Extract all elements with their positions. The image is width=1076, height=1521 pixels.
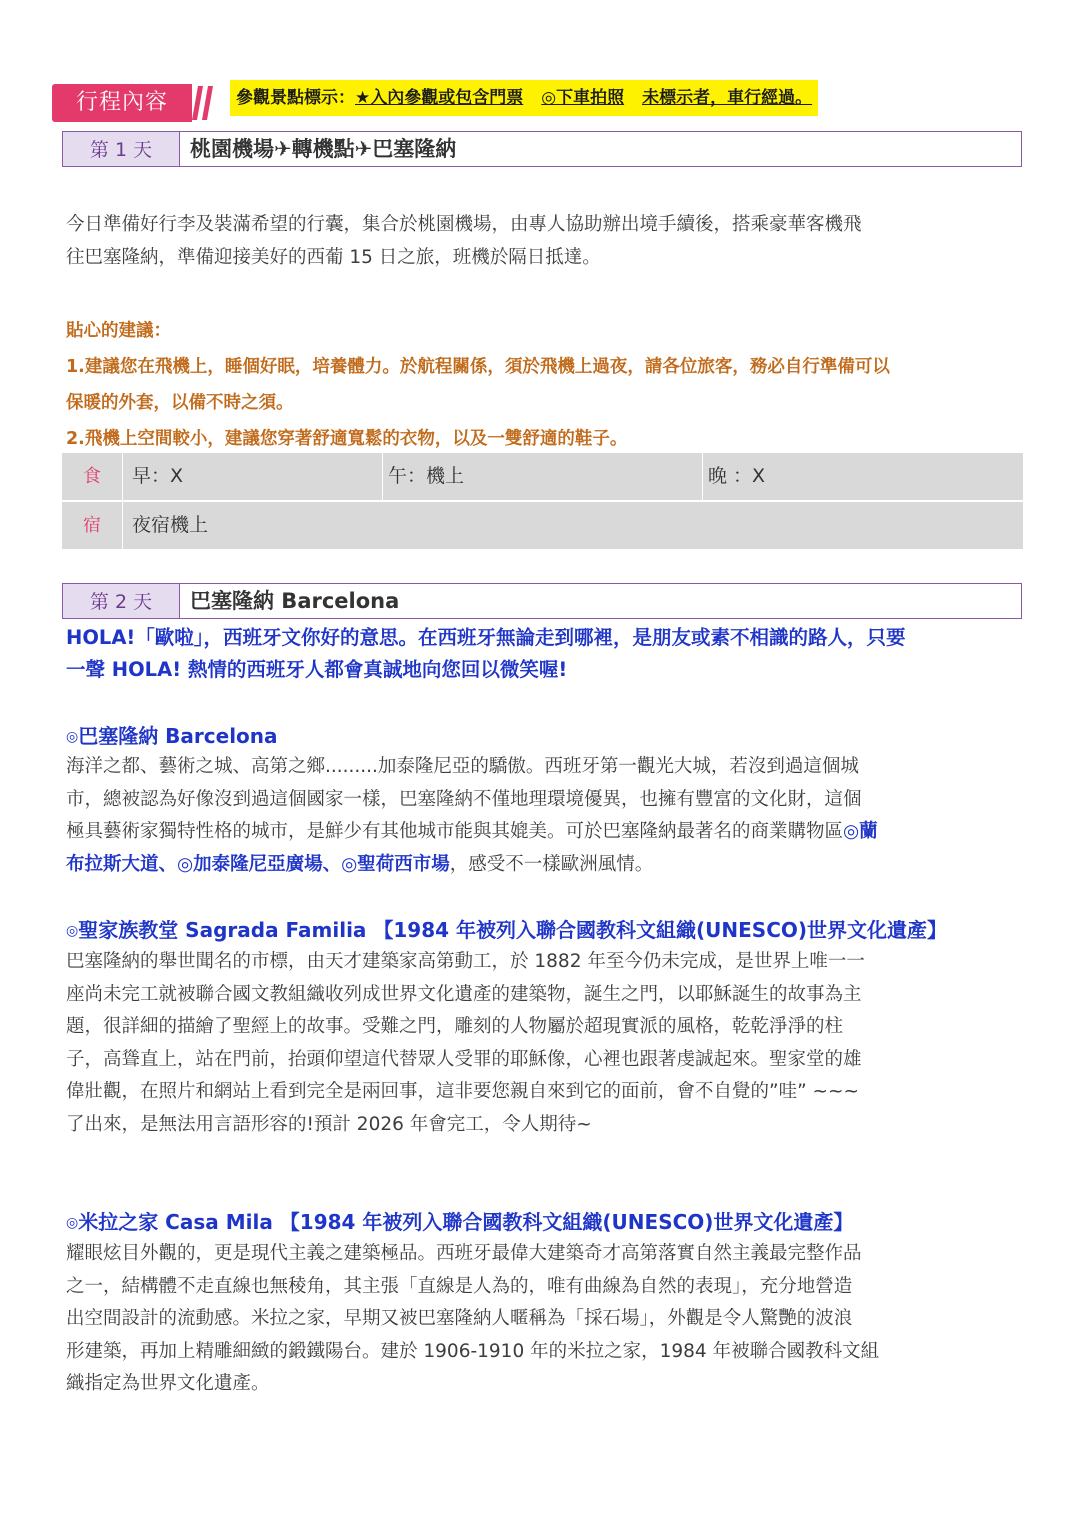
spot-link: 布拉斯大道、◎加泰隆尼亞廣場、◎聖荷西市場 (66, 853, 450, 875)
legend-pass: 未標示者，車行經過。 (642, 88, 813, 108)
spot-title-casa-mila: ◎米拉之家 Casa Mila 【1984 年被列入聯合國教科文組織(UNESCO)世界文化遺產】 (66, 1210, 854, 1234)
paragraph-line: 海洋之都、藝術之城、高第之鄉.........加泰隆尼亞的驕傲。西班牙第一觀光大城，若沒到過這個城 (66, 756, 859, 777)
day1-label: 第 1 天 (63, 132, 180, 166)
day2-label: 第 2 天 (63, 584, 180, 618)
paragraph-line: 了出來，是無法用言語形容的!預計 2026 年會完工，令人期待~ (66, 1113, 592, 1135)
tip-line: 1.建議您在飛機上，睡個好眠，培養體力。於航程關係，須於飛機上過夜，請各位旅客，務必自行準備可以 (66, 357, 890, 377)
spot-title-sagrada-familia: ◎聖家族教堂 Sagrada Familia 【1984 年被列入聯合國教科文組織(UNESCO)世界文化遺產】 (66, 918, 948, 942)
spot-text-barcelona (66, 751, 1016, 881)
lunch-cell: 午：機上 (388, 465, 465, 487)
day1-description (66, 209, 1016, 274)
photo-marker-icon: ◎ (66, 1215, 79, 1231)
day2-bar (62, 583, 1022, 619)
tip-line: 2.飛機上空間較小，建議您穿著舒適寬鬆的衣物，以及一雙舒適的鞋子。 (66, 429, 628, 449)
day2-intro (66, 622, 1016, 686)
paragraph-line: 形建築，再加上精雕細緻的鍛鐵陽台。建於 1906-1910 年的米拉之家，1984 年被聯合國教科文組 (66, 1340, 880, 1362)
day1-tips (66, 313, 1016, 457)
spot-link: ◎蘭 (843, 821, 878, 842)
paragraph-line: 市，總被認為好像沒到過這個國家一樣，巴塞隆納不僅地理環境優異，也擁有豐富的文化財，這個 (66, 788, 862, 810)
day2-route: 巴塞隆納 Barcelona (190, 589, 400, 613)
tips-title: 貼心的建議： (66, 321, 171, 341)
photo-marker-icon: ◎ (66, 923, 79, 939)
meals-row-food (62, 453, 1023, 500)
section-tag: 行程內容 (52, 84, 192, 122)
paragraph-line: 子，高聳直上，站在門前，抬頭仰望這代替眾人受罪的耶穌像，心裡也跟著虔誠起來。聖家堂的雄 (66, 1048, 862, 1070)
legend-title: 參觀景點標示： (236, 88, 355, 108)
legend-photo: ◎下車拍照 (541, 88, 625, 108)
paragraph-line: 巴塞隆納的舉世聞名的市標，由天才建築家高第動工，於 1882 年至今仍未完成，是世界上唯一一 (66, 951, 865, 972)
day1-route: 桃園機場✈轉機點✈巴塞隆納 (190, 137, 457, 161)
tip-line: 保暖的外套，以備不時之須。 (66, 393, 294, 413)
double-slash-icon (192, 84, 216, 122)
spot-text-casa-mila (66, 1238, 1016, 1401)
food-label: 食 (83, 466, 101, 487)
paragraph-line: 往巴塞隆納，準備迎接美好的西葡 15 日之旅，班機於隔日抵達。 (66, 246, 601, 268)
intro-line: 一聲 HOLA! 熱情的西班牙人都會真誠地向您回以微笑喔! (66, 658, 568, 681)
paragraph-line: 極具藝術家獨特性格的城市，是鮮少有其他城市能與其媲美。可於巴塞隆納最著名的商業購物區◎蘭 (66, 821, 878, 842)
hotel-cell: 夜宿機上 (132, 514, 209, 536)
paragraph-line: 今日準備好行李及裝滿希望的行囊，集合於桃園機場，由專人協助辦出境手續後，搭乘豪華客機飛 (66, 214, 862, 235)
paragraph-line: 出空間設計的流動感。米拉之家，早期又被巴塞隆納人暱稱為「採石場」，外觀是令人驚艷的波浪 (66, 1308, 853, 1329)
photo-marker-icon: ◎ (66, 729, 79, 745)
paragraph-line: 織指定為世界文化遺產。 (66, 1373, 270, 1394)
paragraph-line: 偉壯觀，在照片和網站上看到完全是兩回事，這非要您親自來到它的面前，會不自覺的”哇” ~~~ (66, 1081, 860, 1102)
legend-enter: ★入內參觀或包含門票 (355, 88, 524, 108)
legend-bar (230, 80, 818, 116)
meals-row-stay (62, 502, 1023, 549)
meals-table (62, 453, 1023, 549)
paragraph-line: 布拉斯大道、◎加泰隆尼亞廣場、◎聖荷西市場，感受不一樣歐洲風情。 (66, 853, 654, 875)
breakfast-cell: 早：X (132, 465, 184, 487)
paragraph-line: 耀眼炫目外觀的，更是現代主義之建築極品。西班牙最偉大建築奇才高第落實自然主義最完整作品 (66, 1243, 862, 1264)
paragraph-line: 題，很詳細的描繪了聖經上的故事。受難之門，雕刻的人物屬於超現實派的風格，乾乾淨淨的柱 (66, 1016, 844, 1037)
paragraph-line: 之一，結構體不走直線也無稜角，其主張「直線是人為的，唯有曲線為自然的表現」，充分地營造 (66, 1275, 853, 1297)
stay-label: 宿 (83, 515, 101, 536)
spot-title-barcelona: ◎巴塞隆納 Barcelona (66, 724, 278, 748)
paragraph-line: 座尚未完工就被聯合國文教組織收列成世界文化遺產的建築物，誕生之門，以耶穌誕生的故事為主 (66, 983, 862, 1005)
spot-text-sagrada-familia (66, 946, 1016, 1141)
dinner-cell: 晚 ：X (708, 465, 766, 487)
day1-bar (62, 131, 1022, 167)
intro-line: HOLA!「歐啦」，西班牙文你好的意思。在西班牙無論走到哪裡，是朋友或素不相識的路人，只要 (66, 626, 906, 649)
